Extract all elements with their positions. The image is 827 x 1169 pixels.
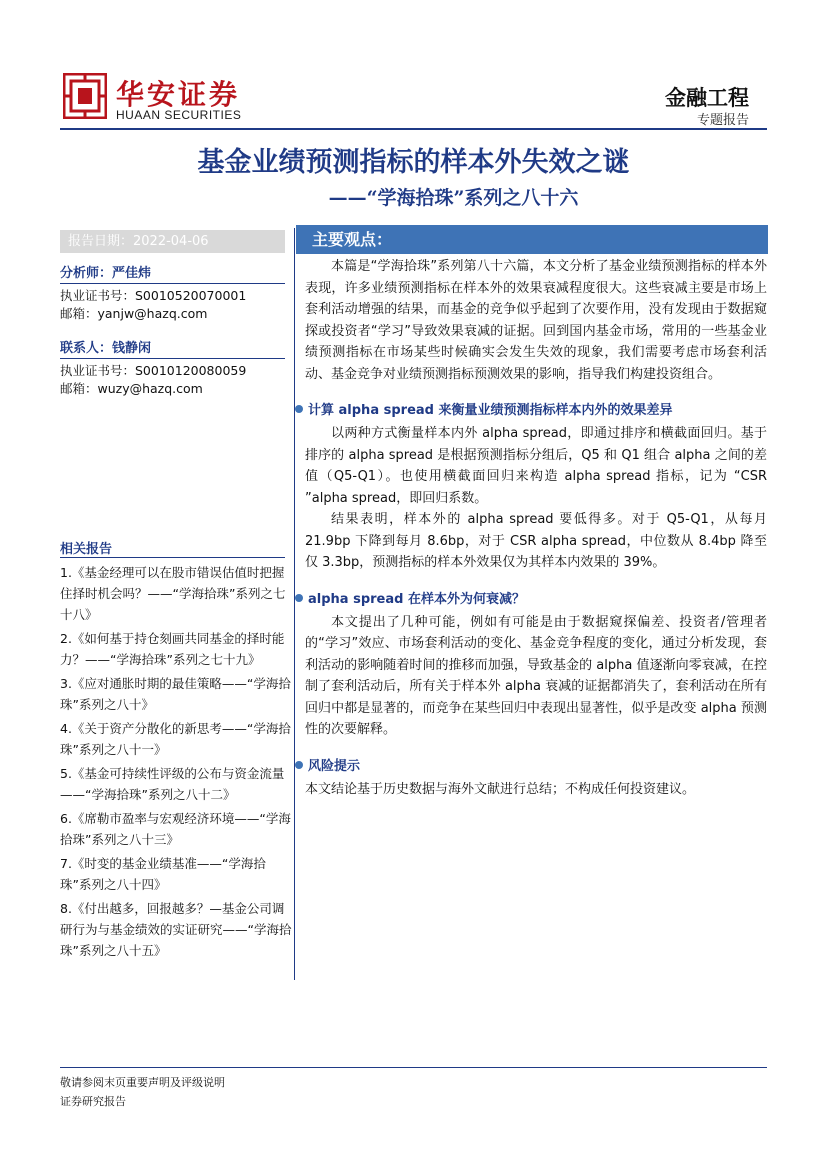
related-report-item[interactable]: 8.《付出越多，回报越多？—基金公司调研行为与基金绩效的实证研究——“学海拾珠”系列之八十五》 — [60, 901, 292, 958]
contact-email: 邮箱：wuzy@hazq.com — [60, 381, 203, 396]
bullet-icon — [295, 594, 303, 602]
header-divider — [60, 128, 767, 130]
section-heading: alpha spread 在样本外为何衰减？ — [295, 588, 767, 612]
related-reports-label: 相关报告 — [60, 538, 285, 558]
analyst-email: 邮箱：yanjw@hazq.com — [60, 306, 208, 321]
related-reports — [60, 538, 292, 964]
related-report-item[interactable]: 6.《席勒市盈率与宏观经济环境——“学海拾珠”系列之八十三》 — [60, 811, 291, 847]
page-subtitle: ——“学海拾珠”系列之八十六 — [328, 187, 579, 209]
body-paragraph: 结果表明，样本外的 alpha spread 要低得多。对于 Q5-Q1，从每月 21.9bp 下降到每月 8.6bp，对于 CSR alpha spread，中位数从 8.4bp 降至仅 3.3bp，预测指标的样本外效果仅为其样本内效果的 39%。 — [305, 512, 767, 570]
related-report-item[interactable]: 7.《时变的基金业绩基准——“学海拾珠”系列之八十四》 — [60, 856, 266, 892]
footer-disclaimer: 敬请参阅末页重要声明及评级说明 — [60, 1076, 225, 1089]
report-type: 专题报告 — [696, 113, 749, 128]
related-report-item[interactable]: 4.《关于资产分散化的新思考——“学海拾珠”系列之八十一》 — [60, 721, 291, 757]
report-date: 报告日期：2022-04-06 — [60, 230, 285, 253]
risk-heading: 风险提示 — [295, 755, 767, 779]
related-report-item[interactable]: 1.《基金经理可以在股市错误估值时把握住择时机会吗？——“学海拾珠”系列之七十八》 — [60, 565, 286, 622]
related-report-item[interactable]: 3.《应对通胀时期的最佳策略——“学海拾珠”系列之八十》 — [60, 676, 291, 712]
logo-name-cn: 华安证券 — [116, 78, 241, 111]
author-info — [60, 262, 290, 398]
footer-divider — [60, 1067, 767, 1068]
body-paragraph: 本文提出了几种可能，例如有可能是由于数据窥探偏差、投资者/管理者的“学习”效应、市场套利活动的变化、基金竞争程度的变化，通过分析发现，套利活动的影响随着时间的推移而加强，导致基金的 alpha 值逐渐向零衰减，在控制了套利活动后，所有关于样本外 alpha 衰减的证据都消失了，套利活动在所有回归中都是显著的，而竞争在某些回归中表现出显著性，似乎是改变 alpha 预测性的次要解释。 — [305, 614, 767, 737]
risk-text: 本文结论基于历史数据与海外文献进行总结；不构成任何投资建议。 — [305, 781, 696, 797]
logo-name-en: HUAAN SECURITIES — [116, 108, 242, 122]
intro-paragraph: 本篇是“学海拾珠”系列第八十六篇，本文分析了基金业绩预测指标的样本外表现，许多业绩预测指标在样本外的效果衰减程度很大。这些衰减主要是市场上套利活动增强的结果，而基金的竞争似乎起到了次要作用，没有发现由于数据窥探或投资者“学习”导致效果衰减的证据。回到国内基金市场，常用的一些基金业绩预测指标在市场某些时候确实会发生失效的现象，我们需要考虑市场套利活动、基金竞争对业绩预测指标预测效果的影响，指导我们构建投资组合。 — [305, 259, 767, 382]
body-paragraph: 以两种方式衡量样本内外 alpha spread，即通过排序和横截面回归。基于排序的 alpha spread 是根据预测指标分组后，Q5 和 Q1 组合 alpha 之间的差值（Q5-Q1）。也使用横截面回归来构造 alpha spread 指标，记为 “CSR ”alpha spread，即回归系数。 — [305, 426, 767, 506]
analyst-name: 分析师：严佳炜 — [60, 262, 285, 284]
related-report-item[interactable]: 5.《基金可持续性评级的公布与资金流量——“学海拾珠”系列之八十二》 — [60, 766, 285, 802]
contact-cert: 执业证书号：S0010120080059 — [60, 363, 247, 378]
report-category: 金融工程 — [665, 86, 749, 110]
main-views-heading: 主要观点： — [296, 225, 768, 254]
section-heading: 计算 alpha spread 来衡量业绩预测指标样本内外的效果差异 — [295, 399, 767, 423]
footer-label: 证券研究报告 — [60, 1095, 126, 1108]
analyst-cert: 执业证书号：S0010520070001 — [60, 288, 247, 303]
bullet-icon — [295, 761, 303, 769]
bullet-icon — [295, 405, 303, 413]
huaan-logo-icon — [63, 73, 107, 119]
main-views-content — [305, 256, 767, 800]
related-report-item[interactable]: 2.《如何基于持仓刻画共同基金的择时能力？——“学海拾珠”系列之七十九》 — [60, 631, 285, 667]
page-title: 基金业绩预测指标的样本外失效之谜 — [197, 147, 630, 178]
company-logo — [63, 73, 263, 123]
contact-name: 联系人：钱静闲 — [60, 337, 285, 359]
